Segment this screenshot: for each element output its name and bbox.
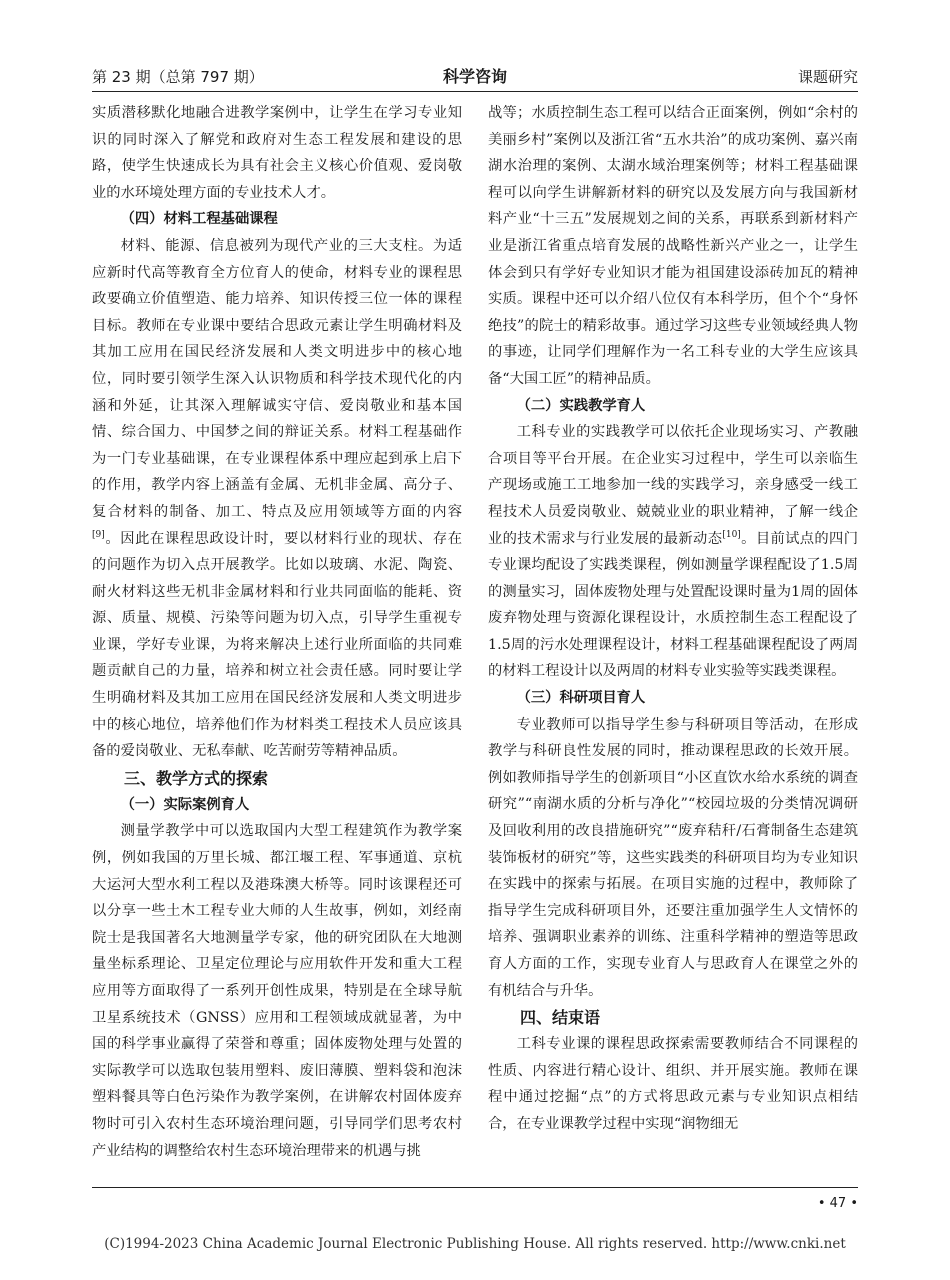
issue-label: 第 23 期（总第 797 期）	[92, 68, 264, 86]
running-header	[92, 62, 858, 90]
footer-rule	[92, 1187, 858, 1188]
heading-research-education: （三）科研项目育人	[516, 690, 646, 707]
reference-9: [9]	[92, 529, 105, 540]
paragraph-conclusion: 工科专业课的课程思政探索需要教师结合不同课程的性质、内容进行精心设计、组织、并开展实施。教师在课程中通过挖掘“点”的方式将思政元素与专业知识点相结合，在专业课教学过程中实现“润物细无	[488, 1036, 858, 1132]
journal-title: 科学咨询	[442, 67, 507, 86]
heading-case-education: （一）实际案例育人	[120, 796, 250, 813]
header-rule	[92, 91, 858, 92]
paragraph-materials-b: 。因此在课程思政设计时，要以材料行业的现状、存在的问题作为切入点开展教学。比如以玻璃、水泥、陶瓷、耐火材料这些无机非金属材料和行业共同面临的能耗、资源、质量、规模、污染等问题为切入点，引导学生重视专业课，学好专业课，为将来解决上述行业所面临的共同难题贡献自己的力量，培养和树立社会责任感。同时要让学生明确材料及其加工应用在国民经济发展和人类文明进步中的核心地位，培养他们作为材料类工程技术人员应该具备的爱岗敬业、无私奉献、吃苦耐劳等精神品质。	[92, 530, 462, 760]
reference-10: [10]	[722, 529, 741, 540]
paragraph-research: 专业教师可以指导学生参与科研项目等活动，在形成教学与科研良性发展的同时，推动课程思政的长效开展。例如教师指导学生的创新项目“小区直饮水给水系统的调查研究”“南湖水质的分析与净化”“校园垃圾的分类情况调研及回收利用的改良措施研究”“废弃秸秆/石膏制备生态建筑装饰板材的研究”等，这些实践类的科研项目均为专业知识在实践中的探索与拓展。在项目实施的过程中，教师除了指导学生完成科研项目外，还要注重加强学生人文情怀的培养、强调职业素养的训练、注重科学精神的塑造等思政育人方面的工作，实现专业育人与思政育人在课堂之外的有机结合与升华。	[488, 716, 858, 999]
paragraph-practice	[488, 419, 858, 685]
heading-practice-education: （二）实践教学育人	[516, 397, 646, 414]
paragraph-case: 测量学教学中可以选取国内大型工程建筑作为教学案例，例如我国的万里长城、都江堰工程、军事通道、京杭大运河大型水利工程以及港珠澳大桥等。同时该课程还可以分享一些土木工程专业大师的人生故事，例如，刘经南院士是我国著名大地测量学专家，他的研究团队在大地测量坐标系理论、卫星定位理论与应用软件开发和重大工程应用等方面取得了一系列开创性成果，特别是在全球导航卫星系统技术（GNSS）应用和工程领域成就显著，为中国的科学事业赢得了荣誉和尊重；固体废物处理与处置的实际教学可以选取包装用塑料、废旧薄膜、塑料袋和泡沫塑料餐具等白色污染作为教学案例，在讲解农村固体废弃物时可引入农村生态环境治理问题，引导同学们思考农村产业结构的调整给农村生态环境治理带来的机遇与挑	[92, 823, 462, 1159]
paragraph-practice-b: 。目前试点的四门专业课均配设了实践类课程，例如测量学课程配设了1.5周的测量实习，固体废物处理与处置配设课时量为1周的固体废弃物处理与资源化课程设计，水质控制生态工程配设了1.5周的污水处理课程设计，材料工程基础课程配设了两周的材料工程设计以及两周的材料专业实验等实践类课程。	[488, 530, 858, 680]
paragraph-intro: 实质潜移默化地融合进教学案例中，让学生在学习专业知识的同时深入了解党和政府对生态工程发展和建设的思路，使学生快速成长为具有社会主义核心价值观、爱岗敬业的水环境处理方面的专业技术人才。	[92, 105, 462, 201]
copyright-notice: (C)1994-2023 China Academic Journal Electronic Publishing House. All rights reserved. http://www.cnki.net	[104, 1236, 846, 1252]
paragraph-materials-a: 材料、能源、信息被列为现代产业的三大支柱。为适应新时代高等教育全方位育人的使命，材料专业的课程思政要确立价值塑造、能力培养、知识传授三位一体的课程目标。教师在专业课中要结合思政元素让学生明确材料及其加工应用在国民经济发展和人类文明进步中的核心地位，同时要引领学生深入认识物质和科学技术现代化的内涵和外延，让其深入理解诚实守信、爱岗敬业和基本国情、综合国力、中国梦之间的辩证关系。材料工程基础作为一门专业基础课，在专业课程体系中理应起到承上启下的作用，教学内容上涵盖有金属、无机非金属、高分子、复合材料的制备、加工、特点及应用领域等方面的内容	[92, 237, 462, 520]
paragraph-materials	[92, 233, 462, 765]
paragraph-practice-a: 工科专业的实践教学可以依托企业现场实习、产教融合项目等平台开展。在企业实习过程中，学生可以亲临生产现场或施工工地参加一线的实践学习，亲身感受一线工程技术人员爱岗敬业、兢兢业业的职业精神，了解一线企业的技术需求与行业发展的最新动态	[488, 424, 858, 547]
heading-materials-course: （四）材料工程基础课程	[120, 211, 278, 228]
right-column	[488, 100, 858, 1138]
page-number: • 47 •	[817, 1196, 858, 1211]
section-label: 课题研究	[797, 68, 858, 86]
heading-section-3: 三、教学方式的探索	[124, 768, 269, 788]
left-column	[92, 100, 462, 1164]
paragraph-continued: 战等；水质控制生态工程可以结合正面案例，例如“余村的美丽乡村”案例以及浙江省“五水共治”的成功案例、嘉兴南湖水治理的案例、太湖水域治理案例等；材料工程基础课程可以向学生讲解新材料的研究以及发展方向与我国新材料产业“十三五”发展规划之间的关系，再联系到新材料产业是浙江省重点培育发展的战略性新兴产业之一，让学生体会到只有学好专业知识才能为祖国建设添砖加瓦的精神实质。课程中还可以介绍八位仅有本科学历，但个个“身怀绝技”的院士的精彩故事。通过学习这些专业领域经典人物的事迹，让同学们理解作为一名工科专业的大学生应该具备“大国工匠”的精神品质。	[488, 105, 858, 387]
heading-section-4: 四、结束语	[520, 1008, 601, 1028]
